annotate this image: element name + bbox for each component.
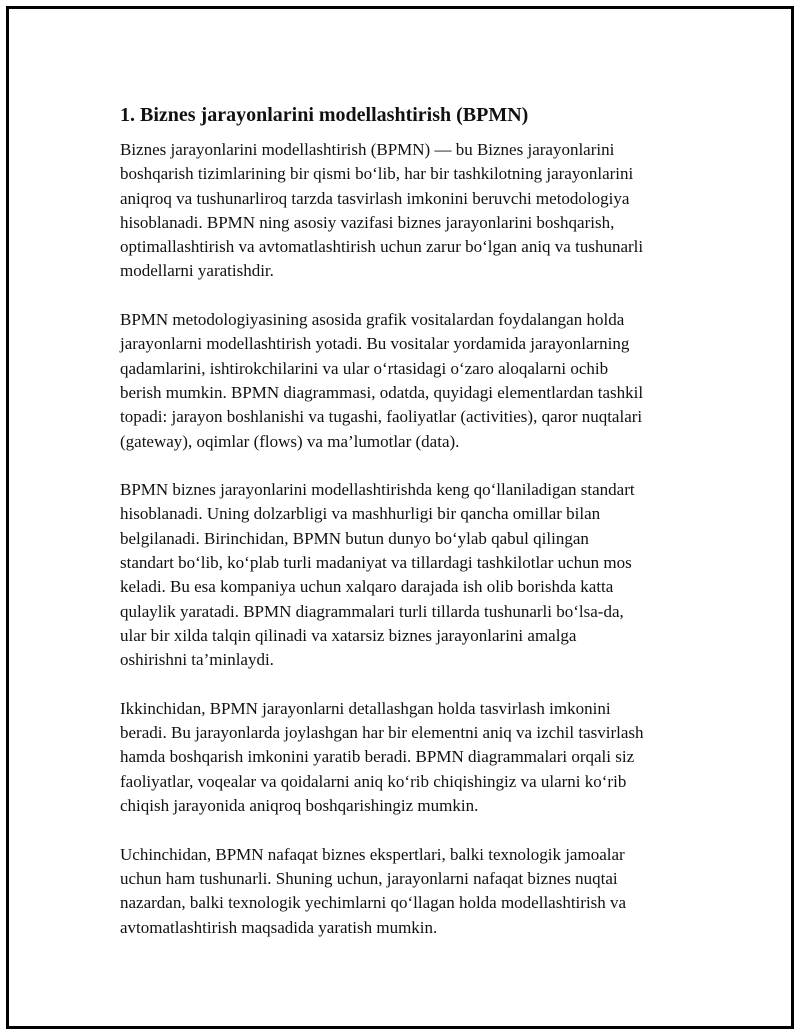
text-line: keladi. Bu esa kompaniya uchun xalqaro darajada ish olib borishda katta — [120, 577, 614, 597]
text-line: (gateway), oqimlar (flows) va ma’lumotlar (data). — [120, 431, 460, 451]
text-line: faoliyatlar, voqealar va qoidalarni aniq ko‘rib chiqishingiz va ularni ko‘rib — [120, 771, 627, 791]
text-line: Uchinchidan, BPMN nafaqat biznes ekspertlari, balki texnologik jamoalar — [120, 844, 625, 864]
text-line: Biznes jarayonlarini modellashtirish (BPMN) — bu Biznes jarayonlarini — [120, 140, 615, 159]
paragraph-5 — [120, 843, 700, 940]
text-line: nazardan, balki texnologik yechimlarni qo‘llagan holda modellashtirish va — [120, 893, 627, 913]
text-line: ular bir xilda talqin qilinadi va xatarsiz biznes jarayonlarini amalga — [120, 625, 577, 645]
page-frame — [6, 6, 794, 1029]
text-line: hisoblanadi. BPMN ning asosiy vazifasi biznes jarayonlarini boshqarish, — [120, 212, 615, 232]
text-line: modellarni yaratishdir. — [120, 261, 274, 281]
text-line: aniqroq va tushunarliroq tarzda tasvirlash imkonini beruvchi metodologiya — [120, 188, 630, 208]
text-line: jarayonlarni modellashtirish yotadi. Bu vositalar yordamida jarayonlarning — [120, 334, 630, 354]
text-line: BPMN biznes jarayonlarini modellashtirishda keng qo‘llaniladigan standart — [120, 480, 635, 500]
text-line: chiqish jarayonida aniqroq boshqarishingiz mumkin. — [120, 796, 479, 816]
section-heading: 1. Biznes jarayonlarini modellashtirish (BPMN) — [120, 104, 529, 126]
text-line: hamda boshqarish imkonini yaratib beradi. BPMN diagrammalari orqali siz — [120, 747, 635, 767]
text-line: qulaylik yaratadi. BPMN diagrammalari turli tillarda tushunarli bo‘lsa-da, — [120, 601, 624, 621]
text-line: uchun ham tushunarli. Shuning uchun, jarayonlarni nafaqat biznes nuqtai — [120, 868, 618, 888]
paragraph-3 — [120, 478, 700, 672]
text-line: topadi: jarayon boshlanishi va tugashi, faoliyatlar (activities), qaror nuqtalari — [120, 407, 643, 427]
text-line: boshqarish tizimlarining bir qismi bo‘lib, har bir tashkilotning jarayonlarini — [120, 164, 634, 184]
text-line: Ikkinchidan, BPMN jarayonlarni detallashgan holda tasvirlash imkonini — [120, 698, 611, 718]
text-line: qadamlarini, ishtirokchilarini va ular o‘rtasidagi o‘zaro aloqalarni ochib — [120, 358, 609, 378]
paragraph-2 — [120, 308, 700, 454]
text-line: avtomatlashtirish maqsadida yaratish mumkin. — [120, 917, 438, 937]
paragraph-4 — [120, 697, 700, 818]
paragraph-1 — [120, 138, 700, 284]
text-line: optimallashtirish va avtomatlashtirish uchun zarur bo‘lgan aniq va tushunarli — [120, 237, 644, 257]
text-line: hisoblanadi. Uning dolzarbligi va mashhurligi bir qancha omillar bilan — [120, 504, 601, 524]
text-line: beradi. Bu jarayonlarda joylashgan har bir elementni aniq va izchil tasvirlash — [120, 723, 644, 743]
text-line: BPMN metodologiyasining asosida grafik vositalardan foydalangan holda — [120, 310, 625, 330]
text-line: berish mumkin. BPMN diagrammasi, odatda, quyidagi elementlardan tashkil — [120, 382, 644, 402]
document-body — [120, 101, 700, 964]
text-line: standart bo‘lib, ko‘plab turli madaniyat va tillardagi tashkilotlar uchun mos — [120, 553, 632, 573]
text-line: belgilanadi. Birinchidan, BPMN butun dunyo bo‘ylab qabul qilingan — [120, 528, 589, 548]
text-line: oshirishni ta’minlaydi. — [120, 650, 274, 670]
